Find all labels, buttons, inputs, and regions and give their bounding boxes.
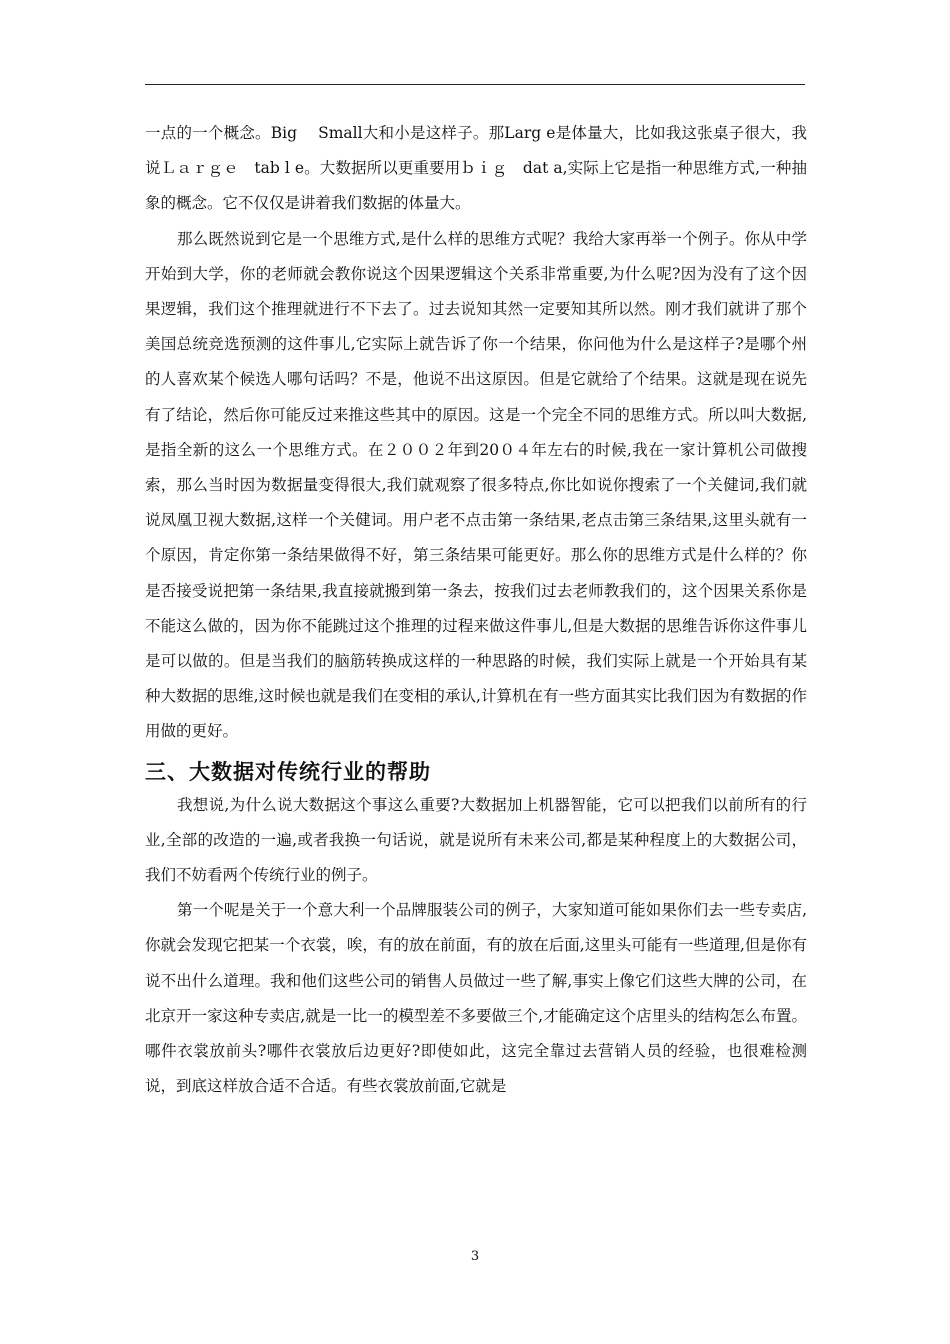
paragraph-4: 第一个呢是关于一个意大利一个品牌服装公司的例子，大家知道可能如果你们去一些专卖店,你就会发现它把某一个衣裳，唉，有的放在前面，有的放在后面,这里头可能有一些道理,但是你有说不出什么道理。我和他们这些公司的销售人员做过一些了解,事实上像它们这些大牌的公司，在北京开一家这种专卖店,就是一比一的模型差不多要做三个,才能确定这个店里头的结构怎么布置。哪件衣裳放前头?哪件衣裳放后边更好?即使如此，这完全靠过去营销人员的经验，也很难检测说，到底这样放合适不合适。有些衣裳放前面,它就是: [145, 901, 807, 1096]
paragraph-2: 那么既然说到它是一个思维方式,是什么样的思维方式呢？我给大家再举一个例子。你从中学开始到大学，你的老师就会教你说这个因果逻辑这个关系非常重要,为什么呢?因为没有了这个因果逻辑，我们这个推理就进行不下去了。过去说知其然一定要知其所以然。刚才我们就讲了那个美国总统竞选预测的这件事儿,它实际上就告诉了你一个结果，你问他为什么是这样子?是哪个州的人喜欢某个候选人哪句话吗？不是，他说不出这原因。但是它就给了个结果。这就是现在说先有了结论，然后你可能反过来推这些其中的原因。这是一个完全不同的思维方式。所以叫大数据,是指全新的这么一个思维方式。在２００２年到20０４年左右的时候,我在一家计算机公司做搜索，那么当时因为数据量变得很大,我们就观察了很多特点,你比如说你搜索了一个关健词,我们就说凤凰卫视大数据,这样一个关健词。用户老不点击第一条结果,老点击第三条结果,这里头就有一个原因，肯定你第一条结果做得不好，第三条结果可能更好。那么你的思维方式是什么样的？你是否接受说把第一条结果,我直接就搬到第一条去，按我们过去老师教我们的，这个因果关系你是不能这么做的，因为你不能跳过这个推理的过程来做这件事儿,但是大数据的思维告诉你这件事儿是可以做的。但是当我们的脑筋转换成这样的一种思路的时候，我们实际上就是一个开始具有某种大数据的思维,这时候也就是我们在变相的承认,计算机在有一些方面其实比我们因为有数据的作用做的更好。: [145, 229, 807, 741]
page-number: 3: [470, 1249, 480, 1264]
paragraph-3: 我想说,为什么说大数据这个事这么重要?大数据加上机器智能，它可以把我们以前所有的行业,全部的改造的一遍,或者我换一句话说，就是说所有未来公司,都是某种程度上的大数据公司，我们不妨看两个传统行业的例子。: [145, 795, 807, 885]
header-rule: [145, 84, 805, 85]
page-body: [145, 116, 807, 1104]
section-heading: 三、大数据对传统行业的帮助: [145, 759, 431, 784]
paragraph-1: 一点的一个概念。Big Small大和小是这样子。那Larg e是体量大，比如我这张桌子很大，我说Ｌａｒｇｅ tab l e。大数据所以更重要用ｂｉｇ dat a,实际上它是指一种思维方式,一种抽象的概念。它不仅仅是讲着我们数据的体量大。: [145, 124, 807, 213]
